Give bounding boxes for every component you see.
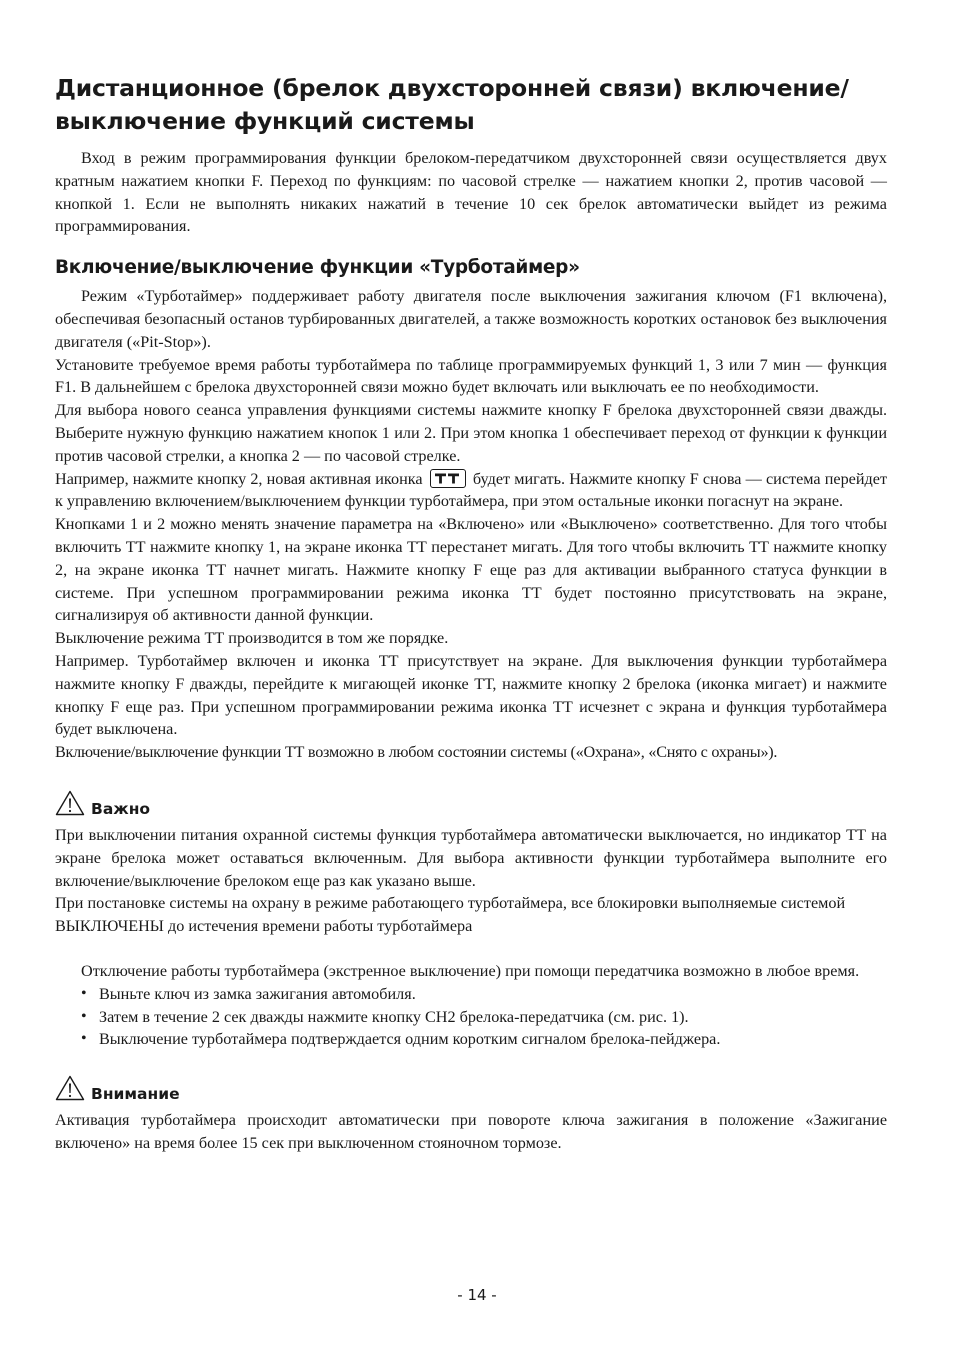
turbotimer-paragraph-4 bbox=[55, 468, 887, 514]
attention-paragraph: Активация турботаймера происходит автоматически при повороте ключа зажигания в положение «Зажигание включено» на время более 15 сек при выключенном стояночном тормозе. bbox=[55, 1111, 887, 1152]
bullet-icon: • bbox=[81, 984, 87, 1002]
turbotimer-paragraph-1: Режим «Турботаймер» поддерживает работу двигателя после выключения зажигания ключом (F1 включена), обеспечивая безопасный останов турбированных двигателей, а также возможность коротких остановок без выключения двигателя («Pit-Stop»). bbox=[55, 287, 887, 351]
list-item: • Выключение турботаймера подтверждается одним коротким сигналом брелока-пейджера. bbox=[55, 1028, 887, 1051]
emergency-steps-list bbox=[55, 983, 887, 1051]
turbotimer-paragraph-8: Включение/выключение функции ТТ возможно в любом состоянии системы («Охрана», «Снято с охраны»). bbox=[55, 743, 778, 762]
turbotimer-paragraph-3: Для выбора нового сеанса управления функциями системы нажмите кнопку F брелока двухсторонней связи дважды. Выберите нужную функцию нажатием кнопок 1 или 2. При этом кнопка 1 обеспечивает переход от функции к функции против часовой стрелки, а кнопка 2 — по часовой стрелке. bbox=[55, 401, 887, 465]
list-item: • Выньте ключ из замка зажигания автомобиля. bbox=[55, 983, 887, 1006]
paragraph-4-after-icon: будет мигать. Нажмите кнопку F снова — система перейдет к управлению включением/выключением функции турботаймера, при этом остальные иконки погаснут на экране. bbox=[55, 469, 888, 511]
document-page bbox=[55, 72, 887, 1155]
important-title: Важно bbox=[91, 799, 151, 818]
page-number: - 14 - bbox=[457, 1286, 497, 1304]
tt-icon bbox=[430, 469, 466, 488]
intro-paragraph: Вход в режим программирования функции брелоком-передатчиком двухсторонней связи осуществляется двух кратным нажатием кнопки F. Переход по функциям: по часовой стрелке — нажатием кнопки 2, против часовой — кнопкой 1. Если не выполнять никаких нажатий в течение 10 сек брелок автоматически выйдет из режима программирования. bbox=[55, 149, 887, 236]
warning-triangle-icon bbox=[55, 790, 85, 816]
paragraph-4-before-icon: Например, нажмите кнопку 2, новая активная иконка bbox=[55, 469, 423, 488]
important-notice-header bbox=[55, 790, 887, 816]
bullet-icon: • bbox=[81, 1007, 87, 1025]
turbotimer-paragraph-6: Выключение режима ТТ производится в том же порядке. bbox=[55, 629, 449, 648]
emergency-paragraph: Отключение работы турботаймера (экстренное выключение) при помощи передатчика возможно в любое время. bbox=[81, 961, 860, 980]
important-paragraph-2: При постановке системы на охрану в режиме работающего турботаймера, все блокировки выполняемые системой ВЫКЛЮЧЕНЫ до истечения времени работы турботаймера bbox=[55, 894, 846, 936]
section-heading: Включение/выключение функции «Турботаймер» bbox=[55, 257, 580, 279]
page-title: Дистанционное (брелок двухсторонней связи) включение/выключение функций системы bbox=[55, 74, 849, 135]
attention-title: Внимание bbox=[91, 1085, 180, 1104]
spacer bbox=[55, 938, 887, 960]
warning-triangle-icon bbox=[55, 1075, 85, 1101]
turbotimer-paragraph-2: Установите требуемое время работы турботаймера по таблице программируемых функций 1, 3 или 7 мин — функция F1. В дальнейшем с брелока двухсторонней связи можно будет включать или выключать ее по необходимости. bbox=[55, 355, 887, 397]
attention-notice-header bbox=[55, 1075, 887, 1104]
important-paragraph-1: При выключении питания охранной системы функция турботаймера автоматически выключается, но индикатор ТТ на экране брелока может оставаться включенным. Для выбора активности функции турботаймера выполните его включение/выключение брелоком еще раз как указано выше. bbox=[55, 825, 887, 890]
turbotimer-paragraph-5: Кнопками 1 и 2 можно менять значение параметра на «Включено» или «Выключено» соответственно. Для того чтобы включить ТТ нажмите кнопку 1, на экране иконка ТТ перестанет мигать. Для того чтобы включить ТТ нажмите кнопку 2, на экране иконка ТТ начнет мигать. Нажмите кнопку F еще раз для активации выбранного статуса функции в системе. При успешном программировании режима иконка ТТ будет постоянно присутствовать на экране, сигнализируя об активности данной функции. bbox=[55, 515, 887, 625]
bullet-icon: • bbox=[81, 1030, 87, 1048]
turbotimer-paragraph-7: Например. Турботаймер включен и иконка ТТ присутствует на экране. Для выключения функции турботаймера нажмите кнопку F дважды, перейдите к мигающей иконке ТТ, нажмите кнопку 2 брелока (иконка мигает) и нажмите кнопку F еще раз. При успешном программировании режима иконка ТТ исчезнет с экрана и функция турботаймера будет выключена. bbox=[55, 651, 887, 739]
list-item: • Затем в течение 2 сек дважды нажмите кнопку CH2 брелока-передатчика (см. рис. 1). bbox=[55, 1006, 887, 1029]
